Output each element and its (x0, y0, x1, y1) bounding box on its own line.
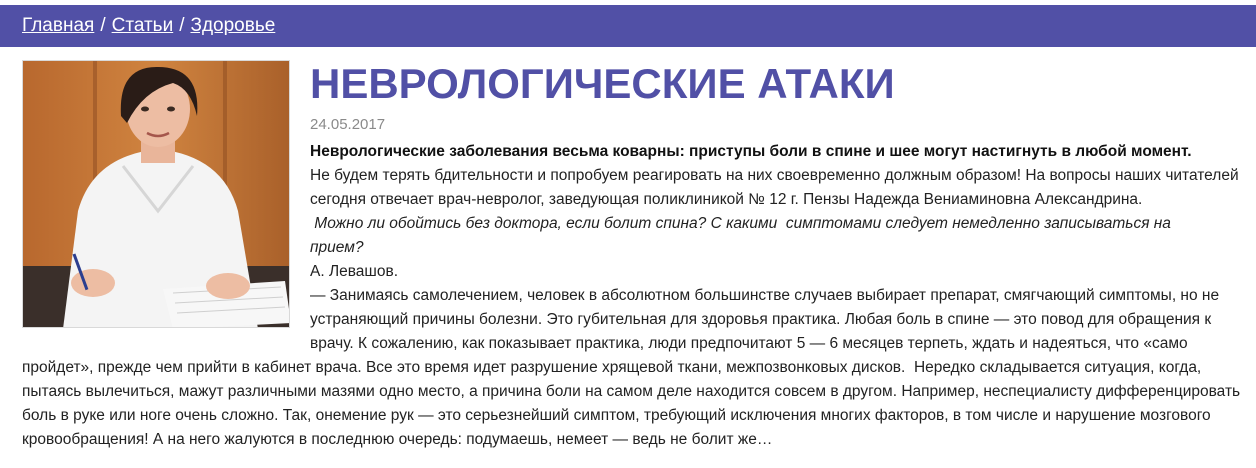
reader-question-line: Можно ли обойтись без доктора, если болит спина? С какими симптомами следует немедленно записываться на (310, 215, 1171, 232)
breadcrumb-link-home[interactable]: Главная (22, 15, 95, 36)
answer-line: устраняющий причины болезни. Это губительная для здоровья практика. Любая боль в спине — это повод для обращения к (310, 311, 1212, 328)
breadcrumb-separator: / (179, 15, 185, 36)
breadcrumb-link-articles[interactable]: Статьи (111, 15, 174, 36)
answer-line: кровообращения! А на него жалуются в последнюю очередь: подумаешь, немеет — ведь не болит же… (22, 431, 773, 448)
answer-line: пытаясь вылечиться, мажут различными мазями одно место, а причина боли на самом деле находится совсем в другом. Например, неспециалисту дифференцировать (22, 383, 1241, 400)
doctor-portrait-image (23, 61, 290, 328)
breadcrumb (0, 5, 1256, 47)
intro-line: сегодня отвечает врач-невролог, заведующая поликлиникой № 12 г. Пензы Надежда Вениаминовна Александрина. (310, 191, 1143, 208)
article-photo (22, 60, 290, 328)
article-lead: Неврологические заболевания весьма коварны: приступы боли в спине и шее могут настигнуть в любой момент. (310, 143, 1192, 160)
reader-question-line: прием? (310, 239, 364, 256)
answer-line: пройдет», прежде чем прийти в кабинет врача. Все это время идет разрушение хрящевой ткани, межпозвонковых дисков. Нередко складывается ситуация, когда, (22, 359, 1202, 376)
answer-line: боль в руке или ноге очень сложно. Так, онемение рук — это серьезнейший симптом, требующий исключения многих факторов, в том числе и нарушение мозгового (22, 407, 1211, 424)
answer-line: врачу. К сожалению, как показывает практика, люди предпочитают 5 — 6 месяцев терпеть, ждать и надеяться, что «само (310, 335, 1188, 352)
article-body (310, 140, 1248, 356)
article-date: 24.05.2017 (310, 116, 386, 133)
breadcrumb-separator: / (100, 15, 106, 36)
question-author: А. Левашов. (310, 263, 399, 280)
breadcrumb-link-health[interactable]: Здоровье (190, 15, 276, 36)
answer-line: — Занимаясь самолечением, человек в абсолютном большинстве случаев выбирает препарат, смягчающий симптомы, но не (310, 287, 1220, 304)
article-body-continued (22, 356, 1246, 452)
intro-line: Не будем терять бдительности и попробуем реагировать на них своевременно должным образом! На вопросы наших читателей (310, 167, 1239, 184)
article-title: НЕВРОЛОГИЧЕСКИЕ АТАКИ (310, 60, 895, 107)
